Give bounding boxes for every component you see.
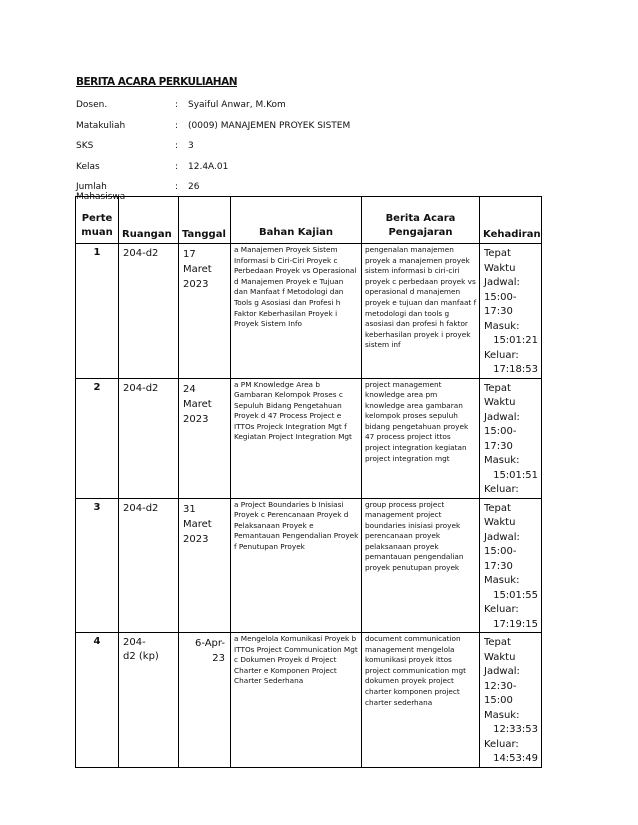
info-value: 3 (188, 141, 194, 151)
kehadiran-keluar-label: Keluar: (484, 349, 519, 361)
cell-pertemuan: 3 (76, 498, 119, 633)
kehadiran-masuk-time: 15:01:21 (493, 335, 538, 346)
kehadiran-masuk-time: 15:01:55 (493, 589, 538, 601)
kehadiran-status-2: Waktu (484, 262, 516, 274)
kehadiran-status-1: Tepat (484, 637, 511, 648)
header-berita-acara (362, 197, 480, 244)
cell-kehadiran (480, 244, 542, 379)
cell-pertemuan: 2 (76, 378, 119, 498)
cell-kehadiran (480, 633, 542, 768)
kehadiran-jadwal-label: Jadwal: (484, 666, 520, 677)
kehadiran-keluar-time: 17:19:15 (493, 618, 538, 630)
info-colon: : (175, 161, 179, 172)
cell-ruangan: 204- d2 (kp) (119, 633, 179, 768)
document-title: BERITA ACARA PERKULIAHAN (76, 76, 237, 88)
cell-bahan-kajian: a Project Boundaries b Inisiasi Proyek c Perencanaan Proyek d Pelaksanaan Proyek e Pemantauan Pengendalian Proyek f Penutupan Proyek (231, 498, 362, 633)
kehadiran-masuk-label: Masuk: (484, 320, 520, 332)
header-kehadiran: Kehadiran (480, 197, 542, 244)
cell-ruangan: 204-d2 (119, 378, 179, 498)
info-label: Kelas (76, 161, 100, 172)
kehadiran-keluar-label: Keluar: (484, 738, 519, 750)
table-row (76, 633, 542, 768)
kehadiran-jadwal-end: 17:30 (484, 560, 513, 572)
cell-tanggal: 24 Maret 2023 (179, 378, 231, 498)
table-header-row (76, 197, 542, 244)
kehadiran-masuk-label: Masuk: (484, 455, 520, 466)
kehadiran-keluar-time: 17:18:53 (493, 364, 538, 375)
cell-ruangan: 204-d2 (119, 498, 179, 633)
header-berita-line1: Berita Acara (385, 213, 456, 224)
info-label: Matakuliah (76, 120, 126, 131)
kehadiran-status-2: Waktu (484, 397, 516, 408)
kehadiran-jadwal-label: Jadwal: (484, 277, 520, 288)
info-value: Syaiful Anwar, M.Kom (188, 100, 286, 110)
table-row (76, 498, 542, 633)
header-bahan-kajian: Bahan Kajian (231, 197, 362, 244)
kehadiran-jadwal-end: 17:30 (484, 306, 513, 317)
cell-kehadiran (480, 498, 542, 633)
info-colon: : (175, 141, 179, 151)
kehadiran-jadwal-start: 12:30- (484, 680, 517, 692)
header-pertemuan-line1: Perte (81, 213, 113, 224)
info-label: Dosen. (76, 100, 108, 110)
cell-pertemuan: 1 (76, 244, 119, 379)
cell-kehadiran (480, 378, 542, 498)
header-tanggal: Tanggal (179, 197, 231, 244)
info-colon: : (175, 182, 179, 192)
info-value: (0009) MANAJEMEN PROYEK SISTEM (188, 120, 351, 131)
header-pertemuan-line2: muan (81, 227, 113, 238)
kehadiran-jadwal-end: 17:30 (484, 440, 513, 452)
kehadiran-keluar-time: 14:53:49 (493, 753, 538, 764)
info-colon: : (175, 120, 179, 131)
attendance-table (75, 196, 542, 768)
cell-tanggal: 6-Apr- 23 (179, 633, 231, 768)
kehadiran-masuk-time: 12:33:53 (493, 724, 538, 735)
cell-bahan-kajian: a PM Knowledge Area b Gambaran Kelompok Proses c Sepuluh Bidang Pengetahuan Proyek d 47 Process Project e ITTOs Projeck Integration Mgt f Kegiatan Project Integration Mgt (231, 378, 362, 498)
cell-bahan-kajian: a Manajemen Proyek Sistem Informasi b Ciri-Ciri Proyek c Perbedaan Proyek vs Operasional d Manajemen Proyek e Tujuan dan Manfaat f Metodologi dan Tools g Asosiasi dan Profesi h Faktor Keberhasilan Proyek i Proyek Sistem Info (231, 244, 362, 379)
table-row (76, 378, 542, 498)
cell-ruangan: 204-d2 (119, 244, 179, 379)
kehadiran-status-1: Tepat (484, 502, 511, 514)
kehadiran-masuk-label: Masuk: (484, 709, 520, 721)
header-pertemuan (76, 197, 119, 244)
cell-berita-acara: project management knowledge area pm knowledge area gambaran kelompok proses sepuluh bidang pengetahuan proyek 47 process project ittos project integration kegiatan project integration mgt (362, 378, 480, 498)
info-value: 26 (188, 182, 200, 192)
table-row (76, 244, 542, 379)
info-colon: : (175, 100, 179, 110)
kehadiran-jadwal-start: 15:00- (484, 546, 517, 557)
kehadiran-keluar-label: Keluar: (484, 604, 519, 615)
kehadiran-jadwal-start: 15:00- (484, 291, 517, 303)
info-label: Jumlah Mahasiswa (76, 182, 126, 202)
cell-berita-acara: pengenalan manajemen proyek a manajemen proyek sistem informasi b ciri-ciri proyek c perbedaan proyek vs operasional d manajemen proyek e tujuan dan manfaat f metodologi dan tools g asosiasi dan profesi h faktor keberhasilan proyek i proyek sistem inf (362, 244, 480, 379)
kehadiran-jadwal-start: 15:00- (484, 426, 517, 437)
kehadiran-masuk-label: Masuk: (484, 575, 520, 586)
kehadiran-status-2: Waktu (484, 651, 516, 663)
kehadiran-jadwal-label: Jadwal: (484, 531, 520, 543)
cell-tanggal: 31 Maret 2023 (179, 498, 231, 633)
kehadiran-jadwal-label: Jadwal: (484, 411, 520, 423)
kehadiran-keluar-label: Keluar: (484, 484, 519, 495)
info-label: SKS (76, 141, 94, 151)
kehadiran-masuk-time: 15:01:51 (493, 469, 538, 481)
kehadiran-status-1: Tepat (484, 382, 511, 394)
cell-tanggal: 17 Maret 2023 (179, 244, 231, 379)
cell-bahan-kajian: a Mengelola Komunikasi Proyek b ITTOs Project Communication Mgt c Dokumen Proyek d Project Charter e Komponen Project Charter Sederhana (231, 633, 362, 768)
cell-pertemuan: 4 (76, 633, 119, 768)
kehadiran-jadwal-end: 15:00 (484, 695, 513, 706)
header-berita-line2: Pengajaran (388, 227, 453, 238)
cell-berita-acara: group process project management project boundaries inisiasi proyek perencanaan proyek pelaksanaan proyek pemantauan pengendalian proyek penutupan proyek (362, 498, 480, 633)
kehadiran-status-1: Tepat (484, 248, 511, 259)
cell-berita-acara: document communication management mengelola komunikasi proyek ittos project communication mgt dokumen proyek project charter komponen project charter sederhana (362, 633, 480, 768)
info-value: 12.4A.01 (188, 161, 229, 172)
header-ruangan: Ruangan (119, 197, 179, 244)
kehadiran-status-2: Waktu (484, 517, 516, 528)
